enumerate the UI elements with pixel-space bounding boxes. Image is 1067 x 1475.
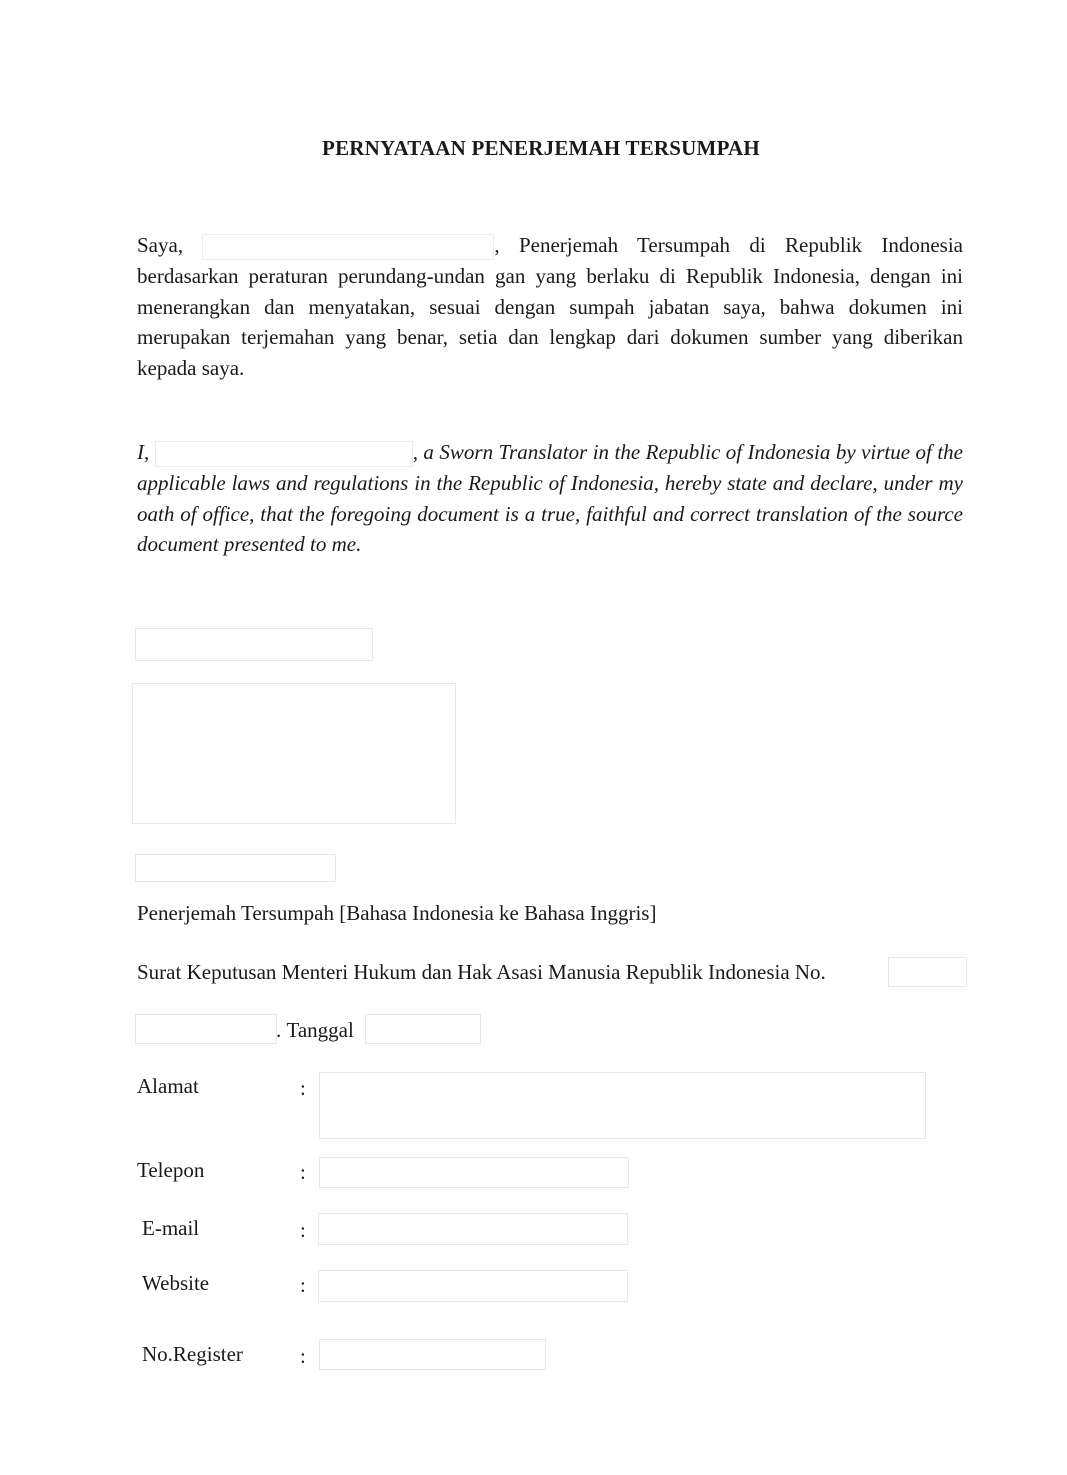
date-label-text: Tanggal xyxy=(286,1018,354,1042)
date-label: . Tanggal xyxy=(276,1018,354,1042)
email-blank xyxy=(318,1213,628,1245)
phone-colon: : xyxy=(300,1160,306,1184)
indonesian-statement-body: , Penerjemah Tersumpah di Republik Indonesia berdasarkan peraturan perundang-undan gan yang berlaku di Republik Indonesia, dengan ini menerangkan dan menyatakan, sesuai dengan sumpah jabatan saya, bahwa dokumen ini merupakan terjemahan yang benar, setia dan lengkap dari dokumen sumber yang diberikan kepada saya. xyxy=(137,233,963,381)
register-colon: : xyxy=(300,1344,306,1368)
decree-text: Surat Keputusan Menteri Hukum dan Hak Asasi Manusia Republik Indonesia No. xyxy=(137,960,826,984)
email-label: E-mail xyxy=(142,1216,200,1240)
translator-name-blank-id xyxy=(202,234,494,260)
english-statement xyxy=(137,437,963,560)
address-blank xyxy=(319,1072,926,1139)
document-title: PERNYATAAN PENERJEMAH TERSUMPAH xyxy=(322,136,760,160)
translator-name-blank-en xyxy=(155,441,413,467)
address-colon: : xyxy=(300,1076,306,1100)
redacted-signature-stamp-box xyxy=(132,683,456,824)
translator-role: Penerjemah Tersumpah [Bahasa Indonesia ke Bahasa Inggris] xyxy=(137,901,657,925)
decree-date-blank xyxy=(365,1014,481,1044)
website-colon: : xyxy=(300,1273,306,1297)
address-label: Alamat xyxy=(137,1074,199,1098)
indonesian-statement xyxy=(137,230,963,384)
phone-blank xyxy=(319,1157,629,1188)
english-statement-lead: I, xyxy=(137,440,150,464)
website-label: Website xyxy=(142,1271,210,1295)
decree-number-blank xyxy=(888,957,967,987)
english-statement-body: , a Sworn Translator in the Republic of Indonesia by virtue of the applicable laws and regulations in the Republic of Indonesia, hereby state and declare, under my oath of office, that the foregoing document is a true, faithful and correct translation of the source document presented to me. xyxy=(137,440,963,557)
register-label: No.Register xyxy=(142,1342,243,1366)
redacted-translator-name-box xyxy=(135,854,336,882)
email-colon: : xyxy=(300,1218,306,1242)
phone-label: Telepon xyxy=(137,1158,205,1182)
indonesian-statement-lead: Saya, xyxy=(137,233,184,257)
redacted-place-date-box xyxy=(135,628,373,661)
register-blank xyxy=(319,1339,546,1370)
website-blank xyxy=(318,1270,628,1302)
decree-number-continued-blank xyxy=(135,1014,277,1044)
